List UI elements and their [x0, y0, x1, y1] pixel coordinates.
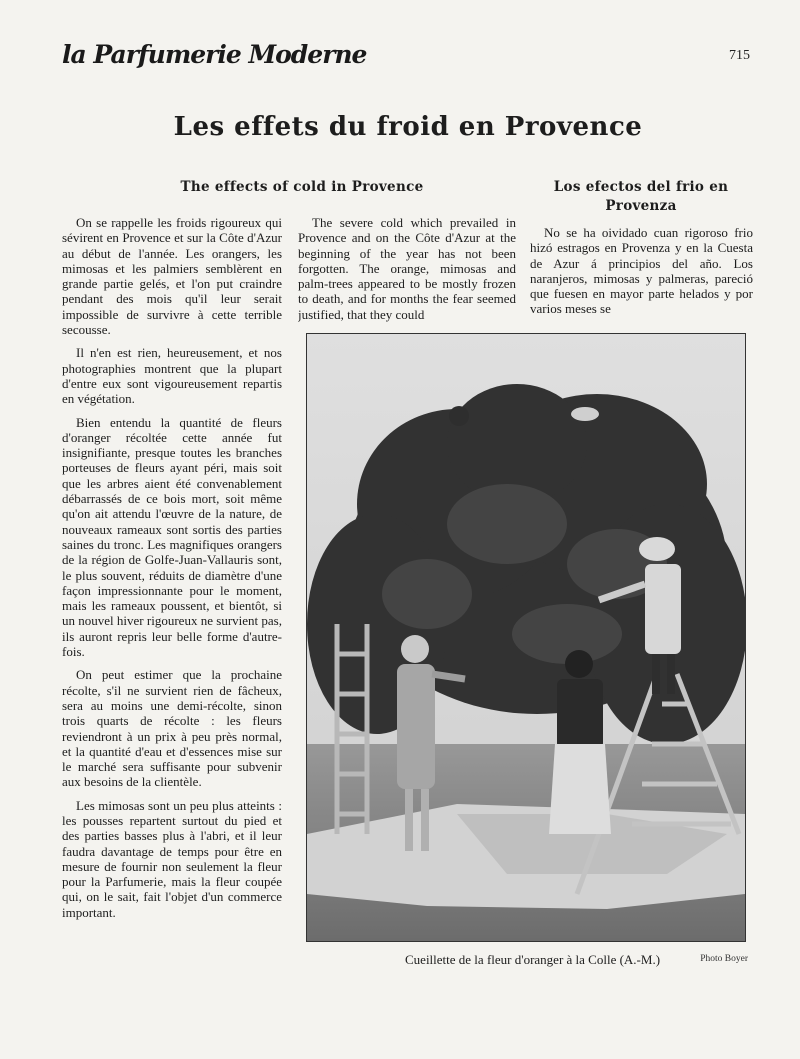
english-column — [298, 215, 516, 323]
french-column — [62, 215, 282, 928]
page-number: 715 — [729, 48, 750, 63]
french-paragraph: On peut estimer que la prochaine récolte, s'il ne survient rien de fâcheux, sera au moins une demi-récolte, sinon trois quarts de récolte : les fleurs reviendront à un prix à peu près normal, et la quantité d'eau et d'essences mise sur le marché sera suffisante pour subvenir aux besoins de la clientèle. — [62, 667, 282, 790]
spanish-column — [530, 225, 753, 323]
english-paragraph: The severe cold which prevailed in Provence and on the Côte d'Azur at the beginning of the year has not been forgotten. The orange, mimosas and palm-trees appeared to be mostly frozen to death, and for months the fear seemed justified, that they could — [298, 215, 516, 322]
french-paragraph: Les mimosas sont un peu plus atteints : les pousses repartent surtout du pied et des parties basses plus à l'abri, et il leur faudra davantage de temps pour être en mesure de fournir non seulement la fleur pour la Parfumerie, mais la fleur coupée qui, on le sait, fait l'objet d'un commerce important. — [62, 797, 282, 920]
photo-illustration — [307, 334, 745, 941]
article-title: Les effets du froid en Provence — [173, 112, 643, 142]
french-paragraph: Bien entendu la quantité de fleurs d'oranger récoltée cette année fut insignifiante, presque toutes les branches porteuses de fleurs ayant péri, mais soit que les arbres aient été convenablement débarrassés de ce bois mort, soit même qu'on ait attendu l'œuvre de la nature, de nouveaux rameaux sont sortis des parties saines du tronc. Les magnifiques orangers de la région de Golfe-Juan-Vallauris sont, le plus souvent, réduits de diamètre d'une façon impressionnante pour le moment, mais les rameaux poussent, et bientôt, si un nouvel hiver rigoureux ne survient pas, ils auront repris leur belle forme d'autrefois. — [62, 414, 282, 660]
spanish-title: Los efectos del frio en Provenza — [553, 179, 729, 214]
photo-caption: Cueillette de la fleur d'oranger à la Colle (A.-M.) — [405, 952, 661, 967]
photo-credit: Photo Boyer — [700, 954, 748, 964]
french-paragraph: On se rappelle les froids rigoureux qui sévirent en Provence et sur la Côte d'Azur au début de l'année. Les orangers, les mimosas et les palmiers semblèrent en grande partie gelés, et l'on put craindre pendant des mois qu'il leur serait impossible de survivre à cette terrible secousse. — [62, 215, 282, 338]
orange-harvest-photo — [306, 333, 746, 942]
spanish-paragraph: No se ha oividado cuan rigoroso frio hizó estragos en Provenza y en la Cuesta de Azur á principios del año. Los naranjeros, mimosas y palmeras, pareció que fuesen en mayor parte helados y por varios meses se — [530, 225, 753, 317]
masthead: la Parfumerie Moderne — [62, 40, 367, 69]
english-title: The effects of cold in Provence — [180, 179, 424, 195]
french-paragraph: Il n'en est rien, heureusement, et nos photographies montrent que la plupart d'entre eux sont vigoureusement repartis en végétation. — [62, 345, 282, 407]
